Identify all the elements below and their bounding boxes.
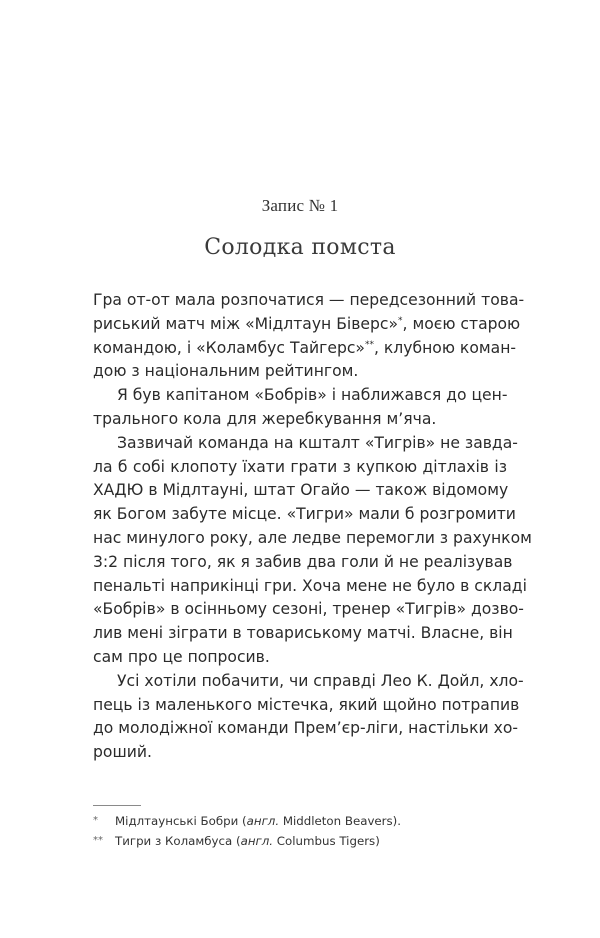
- footnote-mark: **: [364, 339, 374, 350]
- text-line: лив мені зіграти в товариському матчі. Власне, він: [93, 624, 513, 643]
- text-line: нас минулого року, але ледве перемогли з рахунком: [93, 528, 532, 547]
- text-line: роший.: [93, 743, 152, 762]
- text-line: ла б собі клопоту їхати грати з купкою дітлахів із: [93, 457, 507, 476]
- text-line: пець із маленького містечка, який щойно потрапив: [93, 695, 520, 714]
- text-fragment: командою, і «Коламбус Тайгерс»: [93, 338, 365, 357]
- footnote-abbr: англ.: [246, 814, 280, 828]
- text-line: Зазвичай команда на кшталт «Тигрів» не завда-: [117, 433, 518, 452]
- footnote-text-part: Мідлтаунські Бобри (: [115, 814, 247, 828]
- footnote-marker: *: [93, 815, 98, 826]
- text-line: Я був капітаном «Бобрів» і наближався до цен-: [117, 386, 508, 405]
- footnote-text: [115, 831, 380, 851]
- footnote-text-part: Columbus Tigers): [273, 834, 380, 848]
- footnote-text-part: Middleton Beavers).: [279, 814, 402, 828]
- footnote-2: [93, 831, 513, 851]
- text-fragment: , моєю старою: [402, 314, 521, 333]
- footnote-text: [115, 811, 401, 831]
- text-line: Усі хотіли побачити, чи справді Лео К. Дойл, хло-: [117, 671, 524, 690]
- text-line: до молодіжної команди Прем’єр-ліги, настільки хо-: [93, 719, 518, 738]
- footnote-1: [93, 811, 513, 831]
- text-fragment: риський матч між «Мідлтаун Біверс»: [93, 314, 399, 333]
- text-line: сам про це попросив.: [93, 647, 270, 666]
- footnote-divider: [93, 805, 141, 806]
- footnotes: [93, 811, 513, 851]
- text-line: [93, 337, 517, 361]
- text-line: «Бобрів» в осінньому сезоні, тренер «Тигрів» дозво-: [93, 600, 524, 619]
- chapter-label: Запис № 1: [261, 196, 339, 215]
- text-line: як Богом забуте місце. «Тигри» мали б розгромити: [93, 505, 516, 524]
- footnote-marker: **: [93, 835, 103, 846]
- text-line: трального кола для жеребкування м’яча.: [93, 409, 437, 428]
- text-line: [93, 313, 521, 337]
- footnote-abbr: англ.: [240, 834, 274, 848]
- footnote-text-part: Тигри з Коламбуса (: [115, 834, 241, 848]
- body-text: [93, 289, 532, 765]
- text-line: Гра от-от мала розпочатися — передсезонний това-: [93, 291, 525, 309]
- text-line: 3:2 після того, як я забив два голи й не реалізував: [93, 552, 513, 571]
- footnote-mark: *: [398, 315, 403, 326]
- chapter-title: Солодка помста: [204, 235, 396, 260]
- text-line: дою з національним рейтингом.: [93, 362, 359, 381]
- text-line: ХАДЮ в Мідлтауні, штат Огайо — також відомому: [93, 481, 509, 500]
- text-line: пенальті наприкінці гри. Хоча мене не було в складі: [93, 576, 527, 595]
- text-fragment: , клубною коман-: [373, 338, 517, 357]
